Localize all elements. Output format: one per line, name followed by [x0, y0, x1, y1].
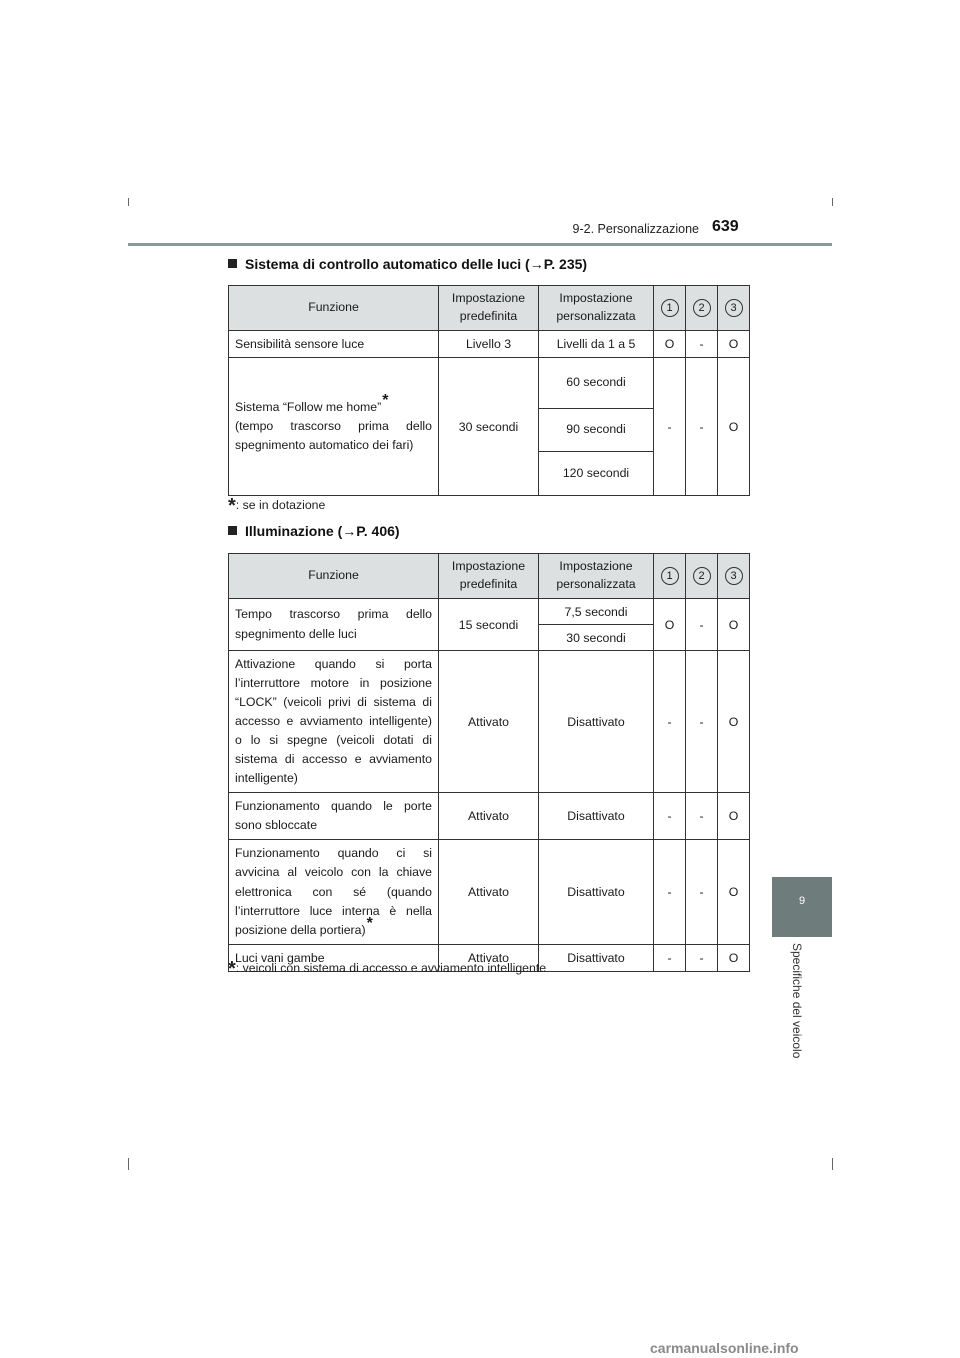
header-rule	[128, 243, 832, 246]
method-2-cell: -	[686, 840, 718, 944]
method-2-cell: -	[686, 944, 718, 971]
default-cell: Attivato	[439, 793, 539, 840]
crop-mark	[128, 198, 129, 206]
method-1-cell: -	[654, 793, 686, 840]
column-header-method-2	[686, 286, 718, 331]
method-3-cell: O	[718, 840, 750, 944]
circled-number-2: 2	[693, 299, 711, 317]
circled-number-1: 1	[661, 299, 679, 317]
method-3-cell: O	[718, 944, 750, 971]
circled-number-3: 3	[725, 299, 743, 317]
column-header-custom: Impostazione personalizzata	[539, 554, 654, 599]
column-header-method-1	[654, 286, 686, 331]
custom-cell: Disattivato	[539, 944, 654, 971]
method-3-cell: O	[718, 793, 750, 840]
column-header-function: Funzione	[229, 286, 439, 331]
method-3-cell: O	[718, 358, 750, 496]
method-2-cell: -	[686, 358, 718, 496]
column-header-method-3	[718, 554, 750, 599]
column-header-method-3	[718, 286, 750, 331]
circled-number-2: 2	[693, 567, 711, 585]
page-number: 639	[712, 218, 739, 235]
method-1-cell: -	[654, 651, 686, 793]
section-label: 9-2. Personalizzazione	[572, 222, 699, 236]
circled-number-3: 3	[725, 567, 743, 585]
column-header-default: Impostazione predefinita	[439, 286, 539, 331]
chapter-tab[interactable]	[772, 877, 832, 937]
table-row	[229, 599, 750, 625]
method-2-cell: -	[686, 599, 718, 651]
watermark: carmanualsonline.info	[650, 1340, 799, 1356]
custom-cell: Disattivato	[539, 651, 654, 793]
column-header-function: Funzione	[229, 554, 439, 599]
default-cell: Attivato	[439, 944, 539, 971]
method-1-cell: O	[654, 331, 686, 358]
default-cell: Attivato	[439, 840, 539, 944]
arrow-icon: →	[342, 523, 357, 539]
method-3-cell: O	[718, 651, 750, 793]
method-2-cell: -	[686, 331, 718, 358]
column-header-default: Impostazione predefinita	[439, 554, 539, 599]
table-header-row	[229, 286, 750, 331]
table-row	[229, 651, 750, 793]
asterisk-mark: *	[228, 958, 236, 980]
function-cell: Tempo trascorso prima dello spegnimento delle luci	[229, 599, 439, 651]
table-row	[229, 793, 750, 840]
custom-cell: Disattivato	[539, 840, 654, 944]
crop-mark	[832, 1158, 833, 1170]
footnote-optional: *: se in dotazione	[228, 495, 326, 517]
chapter-label	[788, 943, 808, 1083]
custom-cell: Livelli da 1 a 5	[539, 331, 654, 358]
square-bullet-icon	[228, 259, 237, 268]
function-cell: Sensibilità sensore luce	[229, 331, 439, 358]
asterisk-mark: *	[228, 495, 236, 517]
function-cell: Funzionamento quando le porte sono sbloccate	[229, 793, 439, 840]
function-cell: Attivazione quando si porta l’interruttore motore in posizione “LOCK” (veicoli privi di sistema di accesso e avviamento intelligente) o lo si spegne (veicoli dotati di sistema di accesso e avviamento intelligente)	[229, 651, 439, 793]
chapter-label-text: Specifiche del veicolo	[790, 943, 804, 1059]
asterisk-mark: *	[366, 914, 373, 932]
default-cell: Livello 3	[439, 331, 539, 358]
custom-cell: Disattivato	[539, 793, 654, 840]
custom-option-cell: 30 secondi	[539, 625, 654, 651]
chapter-number: 9	[798, 895, 806, 907]
default-cell: 15 secondi	[439, 599, 539, 651]
function-cell: Funzionamento quando ci si avvicina al veicolo con la chiave elettronica con sé (quando l’interruttore luce interna è nella posizione della portiera)*	[229, 840, 439, 944]
column-header-method-1	[654, 554, 686, 599]
function-cell: Luci vani gambe	[229, 944, 439, 971]
default-cell: Attivato	[439, 651, 539, 793]
table-row	[229, 358, 750, 409]
method-1-cell: -	[654, 840, 686, 944]
table-row	[229, 840, 750, 944]
custom-option-cell: 60 secondi	[539, 358, 654, 409]
method-1-cell: -	[654, 358, 686, 496]
arrow-icon: →	[529, 256, 544, 272]
method-1-cell: -	[654, 944, 686, 971]
footnote-smart-key: *: veicoli con sistema di accesso e avviamento intelligente	[228, 958, 547, 980]
method-2-cell: -	[686, 651, 718, 793]
table-header-row	[229, 554, 750, 599]
crop-mark	[832, 198, 833, 206]
custom-option-cell: 120 secondi	[539, 452, 654, 496]
custom-option-cell: 7,5 secondi	[539, 599, 654, 625]
method-2-cell: -	[686, 793, 718, 840]
square-bullet-icon	[228, 526, 237, 535]
circled-number-1: 1	[661, 567, 679, 585]
crop-mark	[128, 1158, 129, 1170]
column-header-custom: Impostazione personalizzata	[539, 286, 654, 331]
default-cell: 30 secondi	[439, 358, 539, 496]
method-3-cell: O	[718, 599, 750, 651]
section-heading-illumination: Illuminazione (→P. 406)	[228, 523, 400, 539]
custom-option-cell: 90 secondi	[539, 409, 654, 452]
method-1-cell: O	[654, 599, 686, 651]
table-row	[229, 331, 750, 358]
function-cell: Sistema “Follow me home”* (tempo trascorso prima dello spegnimento automatico dei fari)	[229, 358, 439, 496]
illumination-table	[228, 553, 750, 972]
asterisk-mark: *	[382, 391, 389, 409]
column-header-method-2	[686, 554, 718, 599]
auto-lights-table	[228, 285, 750, 496]
section-heading-auto-lights: Sistema di controllo automatico delle luci (→P. 235)	[228, 256, 587, 272]
method-3-cell: O	[718, 331, 750, 358]
